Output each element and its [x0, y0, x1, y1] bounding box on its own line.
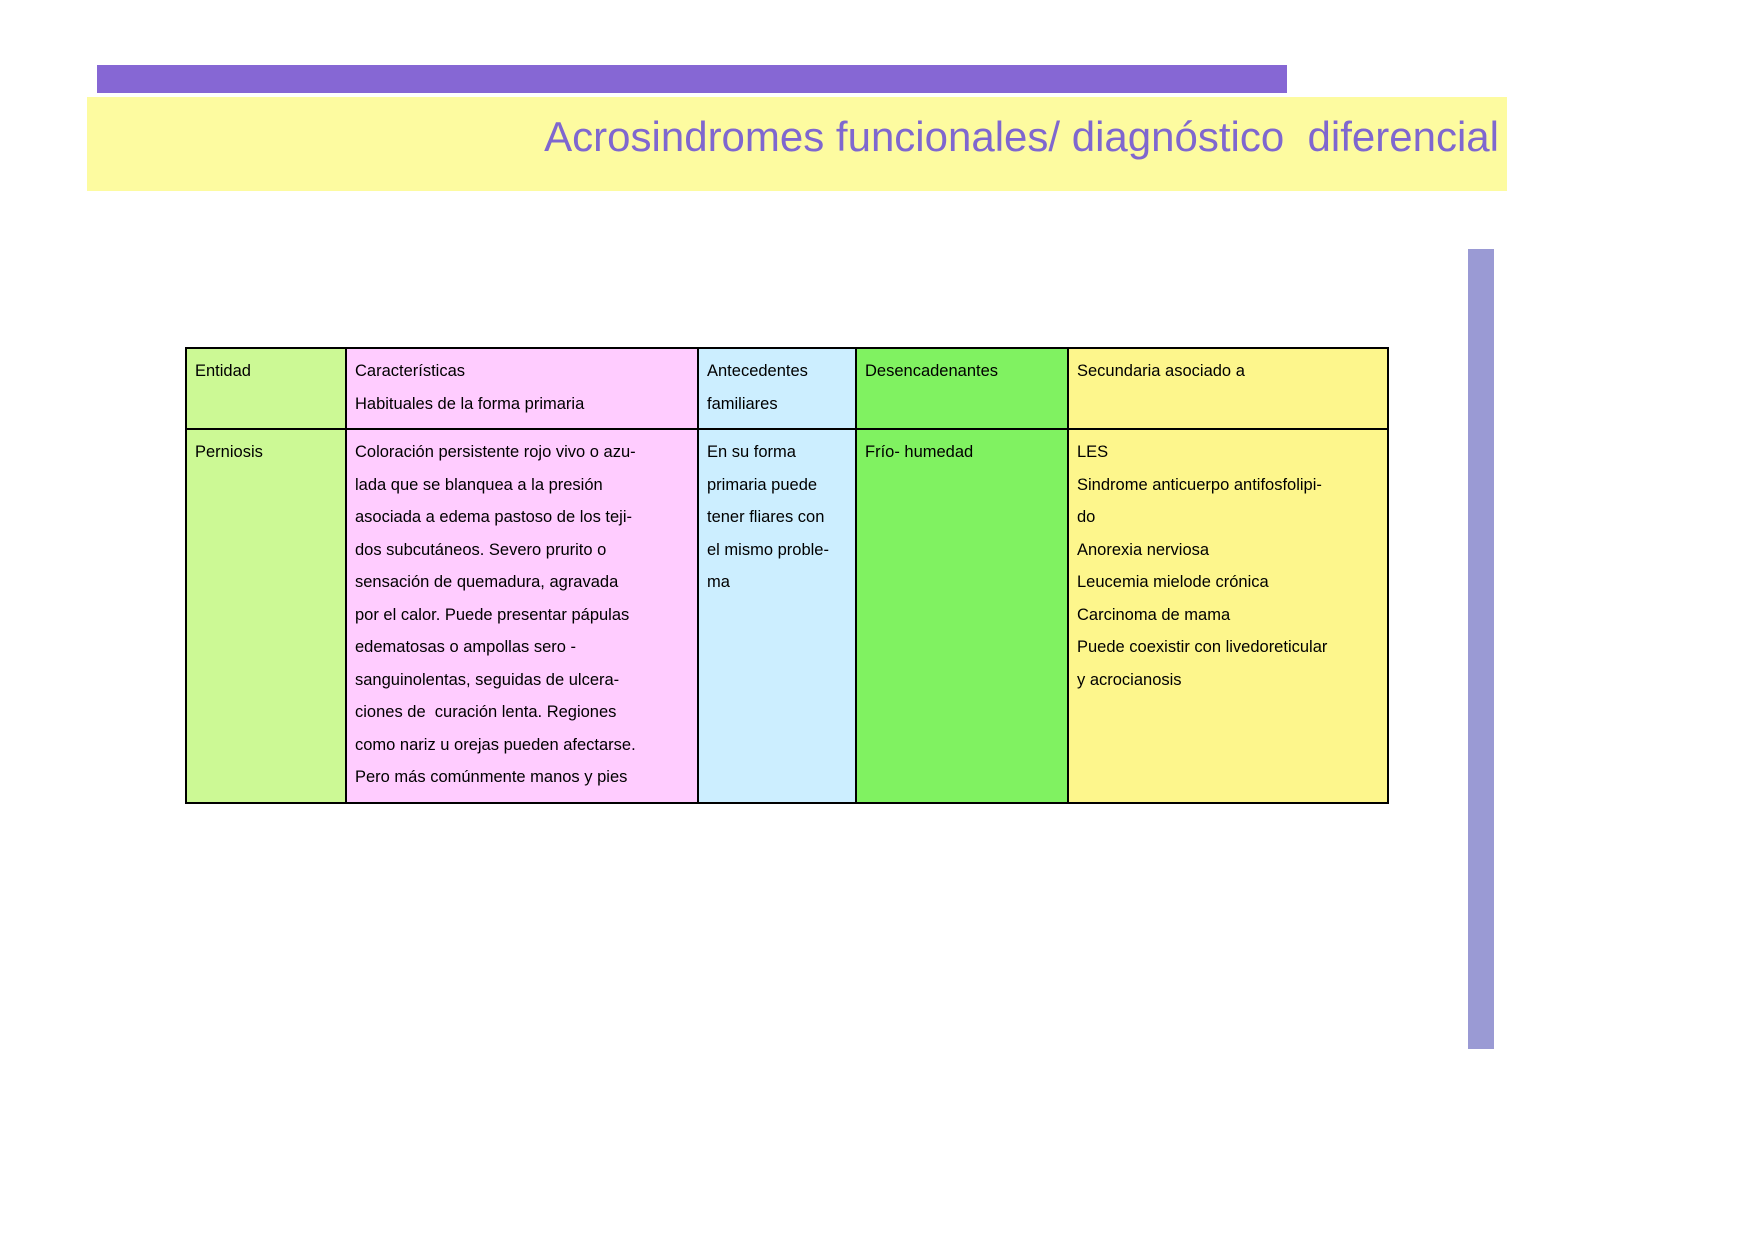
header-cell-entidad [186, 348, 346, 429]
page-title: Acrosindromes funcionales/ diagnóstico diferencial [544, 113, 1499, 160]
caracteristicas-line-9: ciones de curación lenta. Regiones [355, 703, 617, 721]
cell-entidad [186, 429, 346, 803]
cell-secundaria [1068, 429, 1388, 803]
header-antecedentes-line-2: familiares [707, 394, 778, 413]
right-decorative-bar [1468, 249, 1494, 1049]
header-entidad-line-1: Entidad [195, 362, 251, 380]
secundaria-line-5: Leucemia mielode crónica [1077, 573, 1269, 591]
table-row [186, 429, 1388, 803]
antecedentes-line-4: el mismo proble- [707, 540, 829, 559]
header-secundaria-line-1: Secundaria asociado a [1077, 362, 1245, 380]
caracteristicas-line-1: Coloración persistente rojo vivo o azu- [355, 443, 636, 461]
header-cell-desencadenantes [856, 348, 1068, 429]
antecedentes-line-2: primaria puede [707, 475, 818, 494]
desencadenantes-line-1: Frío- humedad [865, 443, 974, 461]
antecedentes-line-3: tener fliares con [707, 508, 825, 526]
caracteristicas-line-8: sanguinolentas, seguidas de ulcera- [355, 670, 620, 689]
cell-antecedentes [698, 429, 856, 803]
header-caracteristicas-line-2: Habituales de la forma primaria [355, 394, 585, 413]
caracteristicas-line-6: por el calor. Puede presentar pápulas [355, 605, 630, 624]
header-caracteristicas-line-1: Características [355, 362, 466, 380]
caracteristicas-line-5: sensación de quemadura, agravada [355, 573, 619, 591]
caracteristicas-line-7: edematosas o ampollas sero - [355, 638, 577, 656]
secundaria-line-8: y acrocianosis [1077, 670, 1182, 689]
header-cell-antecedentes [698, 348, 856, 429]
title-accent-bar [97, 65, 1287, 93]
header-antecedentes-line-1: Antecedentes [707, 362, 808, 380]
cell-desencadenantes [856, 429, 1068, 803]
cell-caracteristicas [346, 429, 698, 803]
diagnostic-table [185, 347, 1389, 804]
secundaria-line-6: Carcinoma de mama [1077, 605, 1231, 624]
header-cell-secundaria [1068, 348, 1388, 429]
table-header-row [186, 348, 1388, 429]
entidad-line-1: Perniosis [195, 443, 263, 461]
secundaria-line-7: Puede coexistir con livedoreticular [1077, 638, 1328, 656]
secundaria-line-3: do [1077, 508, 1096, 526]
antecedentes-line-1: En su forma [707, 443, 796, 461]
secundaria-line-1: LES [1077, 443, 1109, 461]
secundaria-line-2: Sindrome anticuerpo antifosfolipi- [1077, 475, 1322, 494]
caracteristicas-line-2: lada que se blanquea a la presión [355, 475, 603, 494]
antecedentes-line-5: ma [707, 573, 730, 591]
header-cell-caracteristicas [346, 348, 698, 429]
secundaria-line-4: Anorexia nerviosa [1077, 540, 1210, 559]
caracteristicas-line-11: Pero más comúnmente manos y pies [355, 768, 628, 786]
caracteristicas-line-3: asociada a edema pastoso de los teji- [355, 508, 633, 526]
caracteristicas-line-4: dos subcutáneos. Severo prurito o [355, 540, 607, 559]
header-desencadenantes-line-1: Desencadenantes [865, 362, 999, 380]
caracteristicas-line-10: como nariz u orejas pueden afectarse. [355, 735, 636, 754]
